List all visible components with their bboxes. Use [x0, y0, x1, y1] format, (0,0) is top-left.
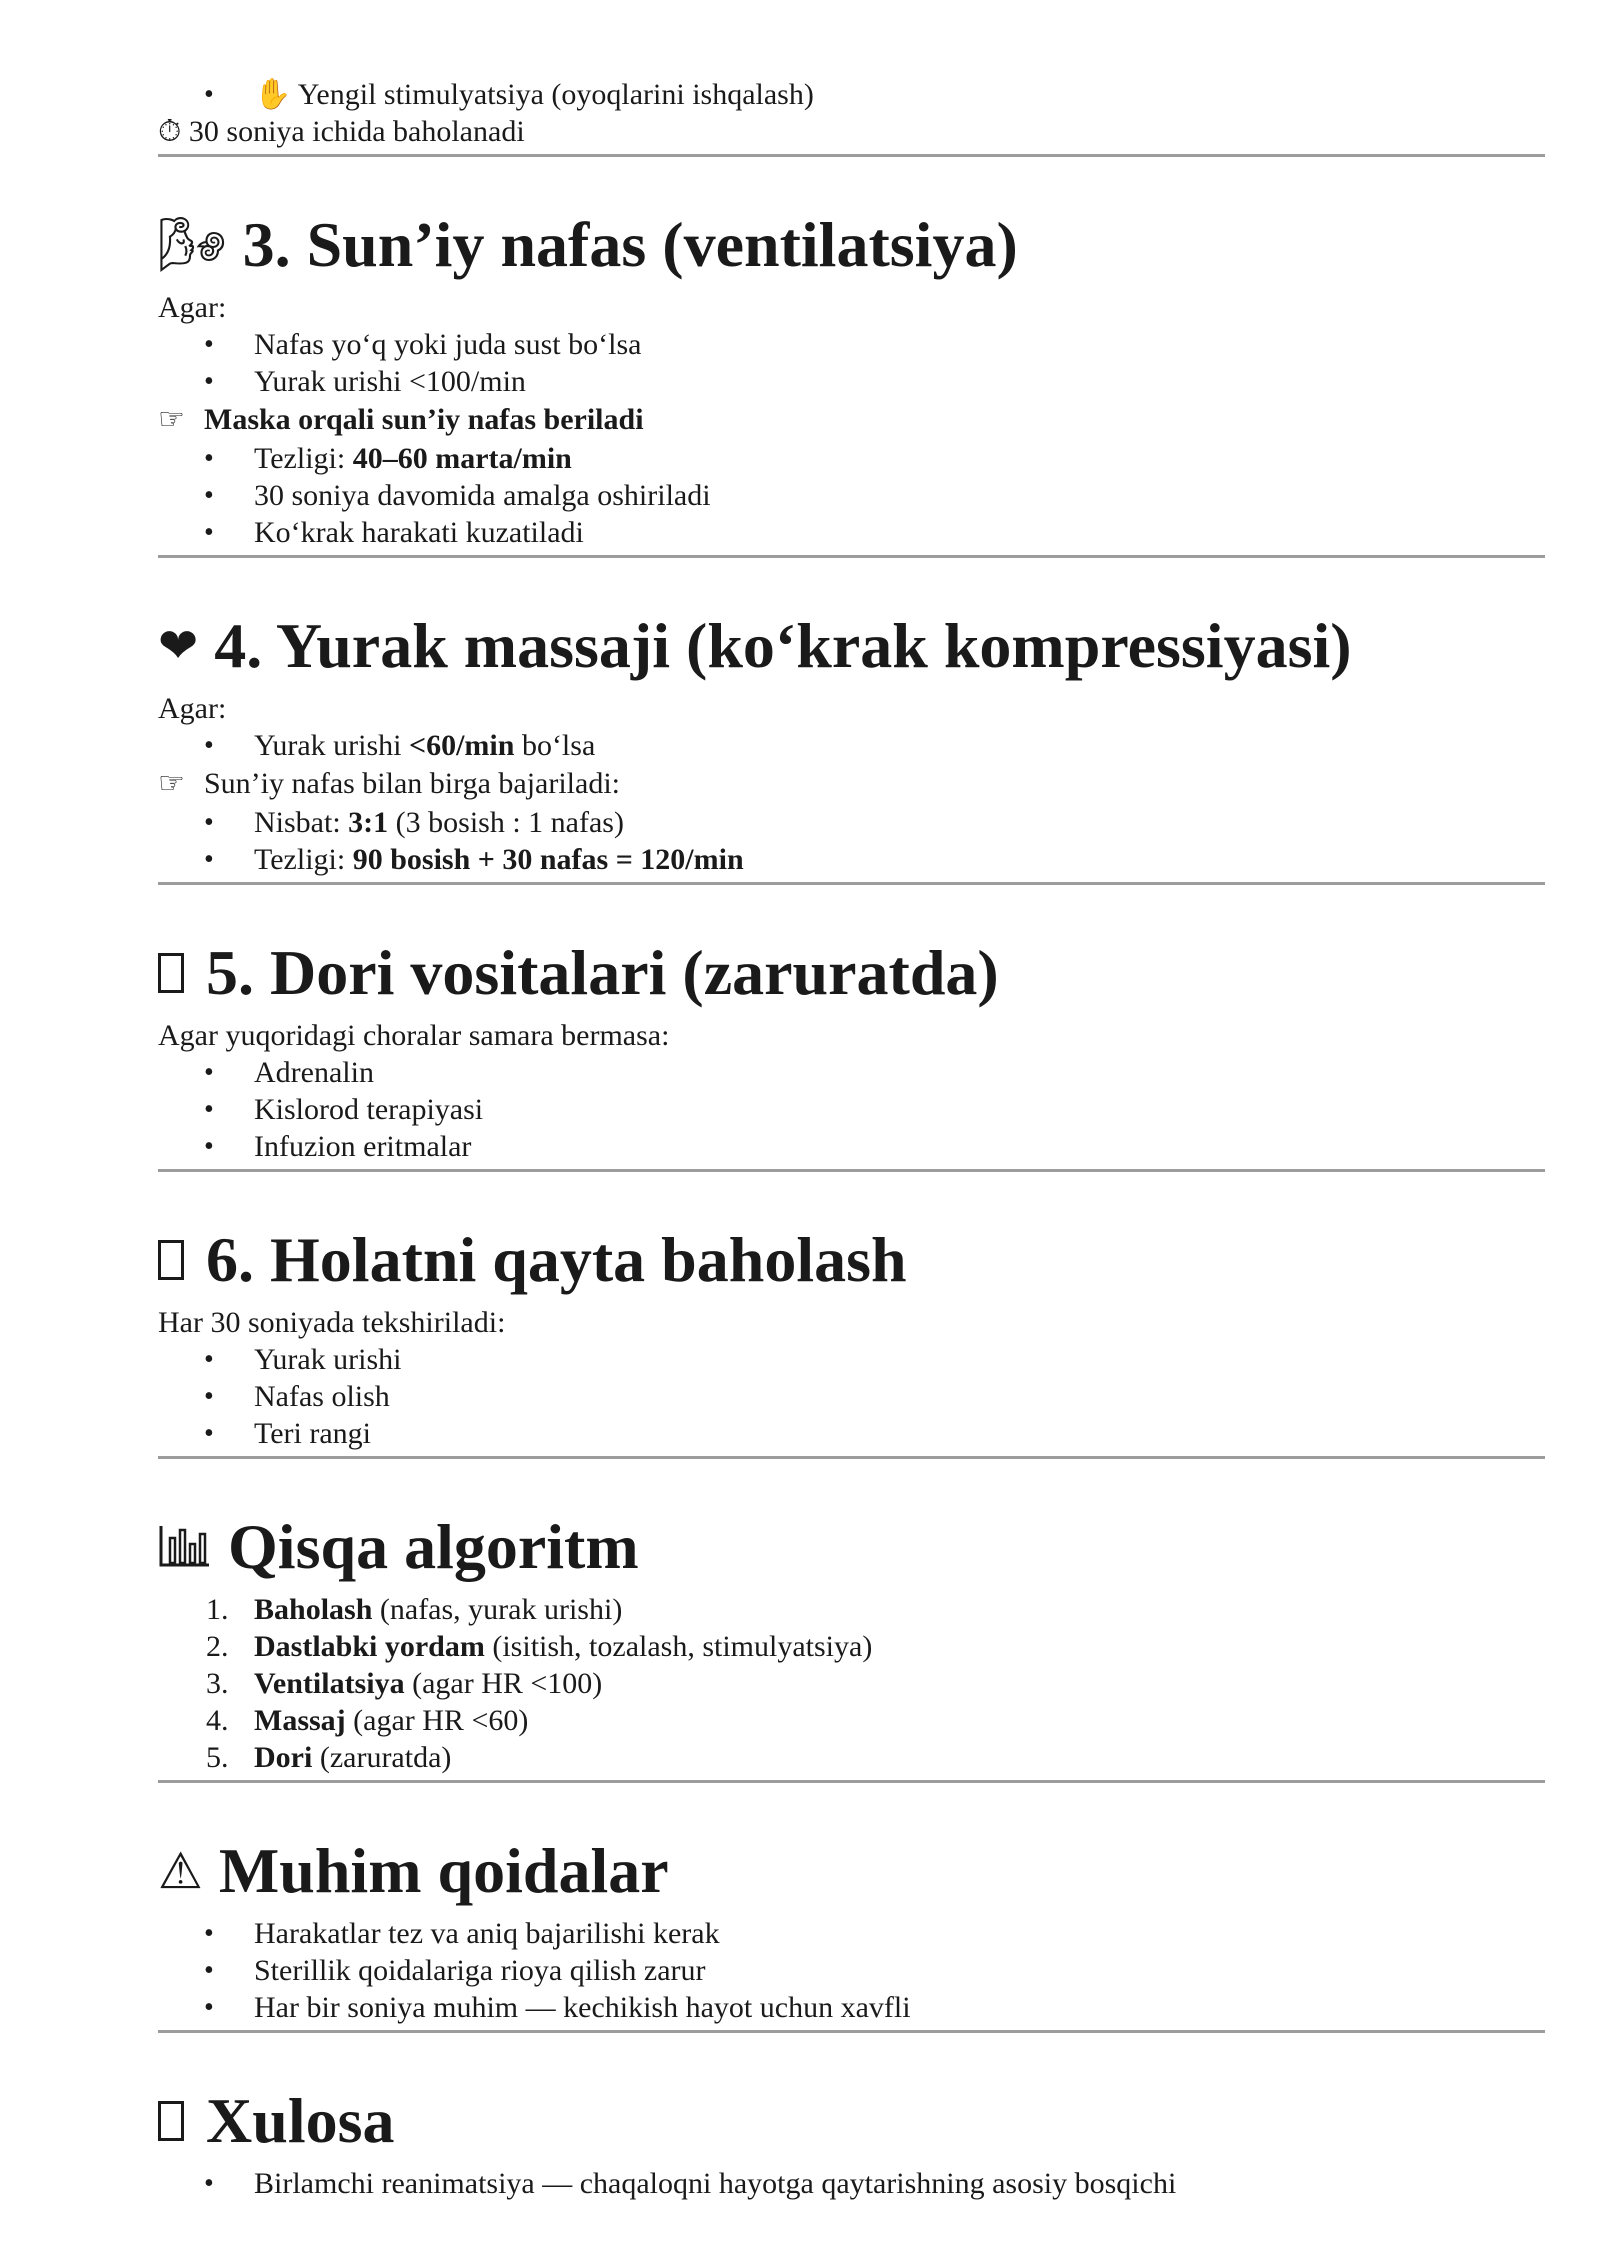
- step-detail: (agar HR <100): [404, 1667, 603, 1700]
- list-item: • 30 soniya davomida amalga oshiriladi: [158, 477, 1548, 514]
- list-item: [158, 841, 1548, 878]
- stopwatch-icon: ⏱: [158, 114, 182, 149]
- missing-glyph-icon: [158, 2101, 184, 2141]
- condition-intro: Har 30 soniyada tekshiriladi:: [158, 1306, 506, 1339]
- section-title-conclusion: [158, 2081, 1548, 2161]
- list-item: [158, 1591, 1548, 1628]
- item-value: <60/min: [408, 729, 515, 762]
- section-title-text: Muhim qoidalar: [218, 1835, 669, 1906]
- procedure-list: [158, 804, 1548, 878]
- list-item: • Nafas yo‘q yoki juda sust bo‘lsa: [158, 326, 1548, 363]
- list-item: • Yurak urishi: [158, 1341, 1548, 1378]
- list-item: [158, 804, 1548, 841]
- heart-icon: ❤: [158, 618, 199, 674]
- divider: [158, 882, 1545, 885]
- section-title-text: Qisqa algoritm: [228, 1511, 639, 1582]
- list-item: [158, 1665, 1548, 1702]
- missing-glyph-icon: [158, 953, 184, 993]
- list-item: [158, 76, 1548, 113]
- hand-icon: ✋: [254, 77, 292, 112]
- divider: [158, 2030, 1545, 2033]
- step-detail: (isitish, tozalash, stimulyatsiya): [484, 1630, 873, 1663]
- step-detail: (nafas, yurak urishi): [372, 1593, 623, 1626]
- action-note: [158, 764, 1548, 804]
- item-value: 40–60 marta/min: [352, 442, 572, 475]
- step-detail: (zaruratda): [312, 1741, 452, 1774]
- list-item: • Harakatlar tez va aniq bajarilishi kerak: [158, 1915, 1548, 1952]
- stimulation-list: [158, 76, 1548, 113]
- list-item: • Birlamchi reanimatsiya — chaqaloqni hayotga qaytarishning asosiy bosqichi: [158, 2165, 1548, 2202]
- condition-list: [158, 727, 1548, 764]
- step-number: 5.: [206, 1741, 229, 1774]
- condition-intro: Agar:: [158, 692, 227, 725]
- item-value: 3:1: [348, 806, 389, 839]
- list-item: • Infuzion eritmalar: [158, 1128, 1548, 1165]
- warning-icon: ⚠: [158, 1842, 203, 1900]
- item-suffix: (3 bosish : 1 nafas): [388, 806, 624, 839]
- divider: [158, 1456, 1545, 1459]
- item-label: Tezligi:: [254, 843, 353, 876]
- list-item: [158, 1702, 1548, 1739]
- list-item-text: Yengil stimulyatsiya (oyoqlarini ishqalash): [297, 78, 814, 111]
- condition-intro: Agar:: [158, 291, 227, 324]
- step-detail: (agar HR <60): [345, 1704, 529, 1737]
- list-item: • Nafas olish: [158, 1378, 1548, 1415]
- divider: [158, 1169, 1545, 1172]
- section-title-text: 3. Sun’iy nafas (ventilatsiya): [242, 209, 1018, 280]
- pointing-hand-icon: ☞: [158, 766, 185, 801]
- timer-line: [158, 113, 1548, 150]
- section-title-algorithm: [158, 1507, 1548, 1587]
- divider: [158, 555, 1545, 558]
- list-item: [158, 1739, 1548, 1776]
- step-number: 3.: [206, 1667, 229, 1700]
- note-text: Sun’iy nafas bilan birga bajariladi:: [204, 767, 621, 800]
- section-title-massage: [158, 606, 1548, 686]
- section-title-text: 4. Yurak massaji (ko‘krak kompressiyasi): [214, 610, 1352, 681]
- list-item: [158, 440, 1548, 477]
- list-item: • Adrenalin: [158, 1054, 1548, 1091]
- breath-icon: 🌬: [158, 213, 227, 276]
- timer-text: 30 soniya ichida baholanadi: [188, 115, 525, 148]
- note-text: Maska orqali sun’iy nafas beriladi: [204, 403, 644, 436]
- section-title-text: Xulosa: [206, 2085, 395, 2156]
- list-item: • Ko‘krak harakati kuzatiladi: [158, 514, 1548, 551]
- step-title: Baholash: [254, 1593, 373, 1626]
- item-label: Nisbat:: [254, 806, 349, 839]
- conclusion-list: [158, 2165, 1548, 2202]
- bar-chart-icon-svg: [158, 1524, 212, 1568]
- section-title-reassessment: [158, 1220, 1548, 1300]
- divider: [158, 154, 1545, 157]
- missing-glyph-icon: [158, 1240, 184, 1280]
- condition-list: [158, 326, 1548, 400]
- list-item: • Teri rangi: [158, 1415, 1548, 1452]
- list-item: • Yurak urishi <100/min: [158, 363, 1548, 400]
- divider: [158, 1780, 1545, 1783]
- step-title: Dastlabki yordam: [254, 1630, 485, 1663]
- step-title: Massaj: [254, 1704, 346, 1737]
- list-item: [158, 1628, 1548, 1665]
- bar-chart-icon: [158, 1507, 212, 1587]
- step-number: 1.: [206, 1593, 229, 1626]
- action-note: [158, 400, 1548, 440]
- step-number: 2.: [206, 1630, 229, 1663]
- section-title-medications: [158, 933, 1548, 1013]
- section-title-text: 6. Holatni qayta baholash: [206, 1224, 907, 1295]
- section-title-rules: [158, 1831, 1548, 1911]
- rules-list: [158, 1915, 1548, 2026]
- list-item: [158, 727, 1548, 764]
- item-value: 90 bosish + 30 nafas = 120/min: [352, 843, 744, 876]
- procedure-list: [158, 440, 1548, 551]
- condition-intro: Agar yuqoridagi choralar samara bermasa:: [158, 1019, 670, 1052]
- medication-list: [158, 1054, 1548, 1165]
- step-title: Dori: [254, 1741, 313, 1774]
- list-item: • Kislorod terapiyasi: [158, 1091, 1548, 1128]
- step-number: 4.: [206, 1704, 229, 1737]
- pointing-hand-icon: ☞: [158, 402, 185, 437]
- item-label: Yurak urishi: [254, 729, 409, 762]
- item-suffix: bo‘lsa: [514, 729, 596, 762]
- list-item: • Har bir soniya muhim — kechikish hayot uchun xavfli: [158, 1989, 1548, 2026]
- algorithm-steps: [158, 1591, 1548, 1776]
- section-title-text: 5. Dori vositalari (zaruratda): [206, 937, 999, 1008]
- check-list: [158, 1341, 1548, 1452]
- list-item: • Sterillik qoidalariga rioya qilish zarur: [158, 1952, 1548, 1989]
- step-title: Ventilatsiya: [254, 1667, 405, 1700]
- item-label: Tezligi:: [254, 442, 353, 475]
- section-title-ventilation: [158, 205, 1548, 285]
